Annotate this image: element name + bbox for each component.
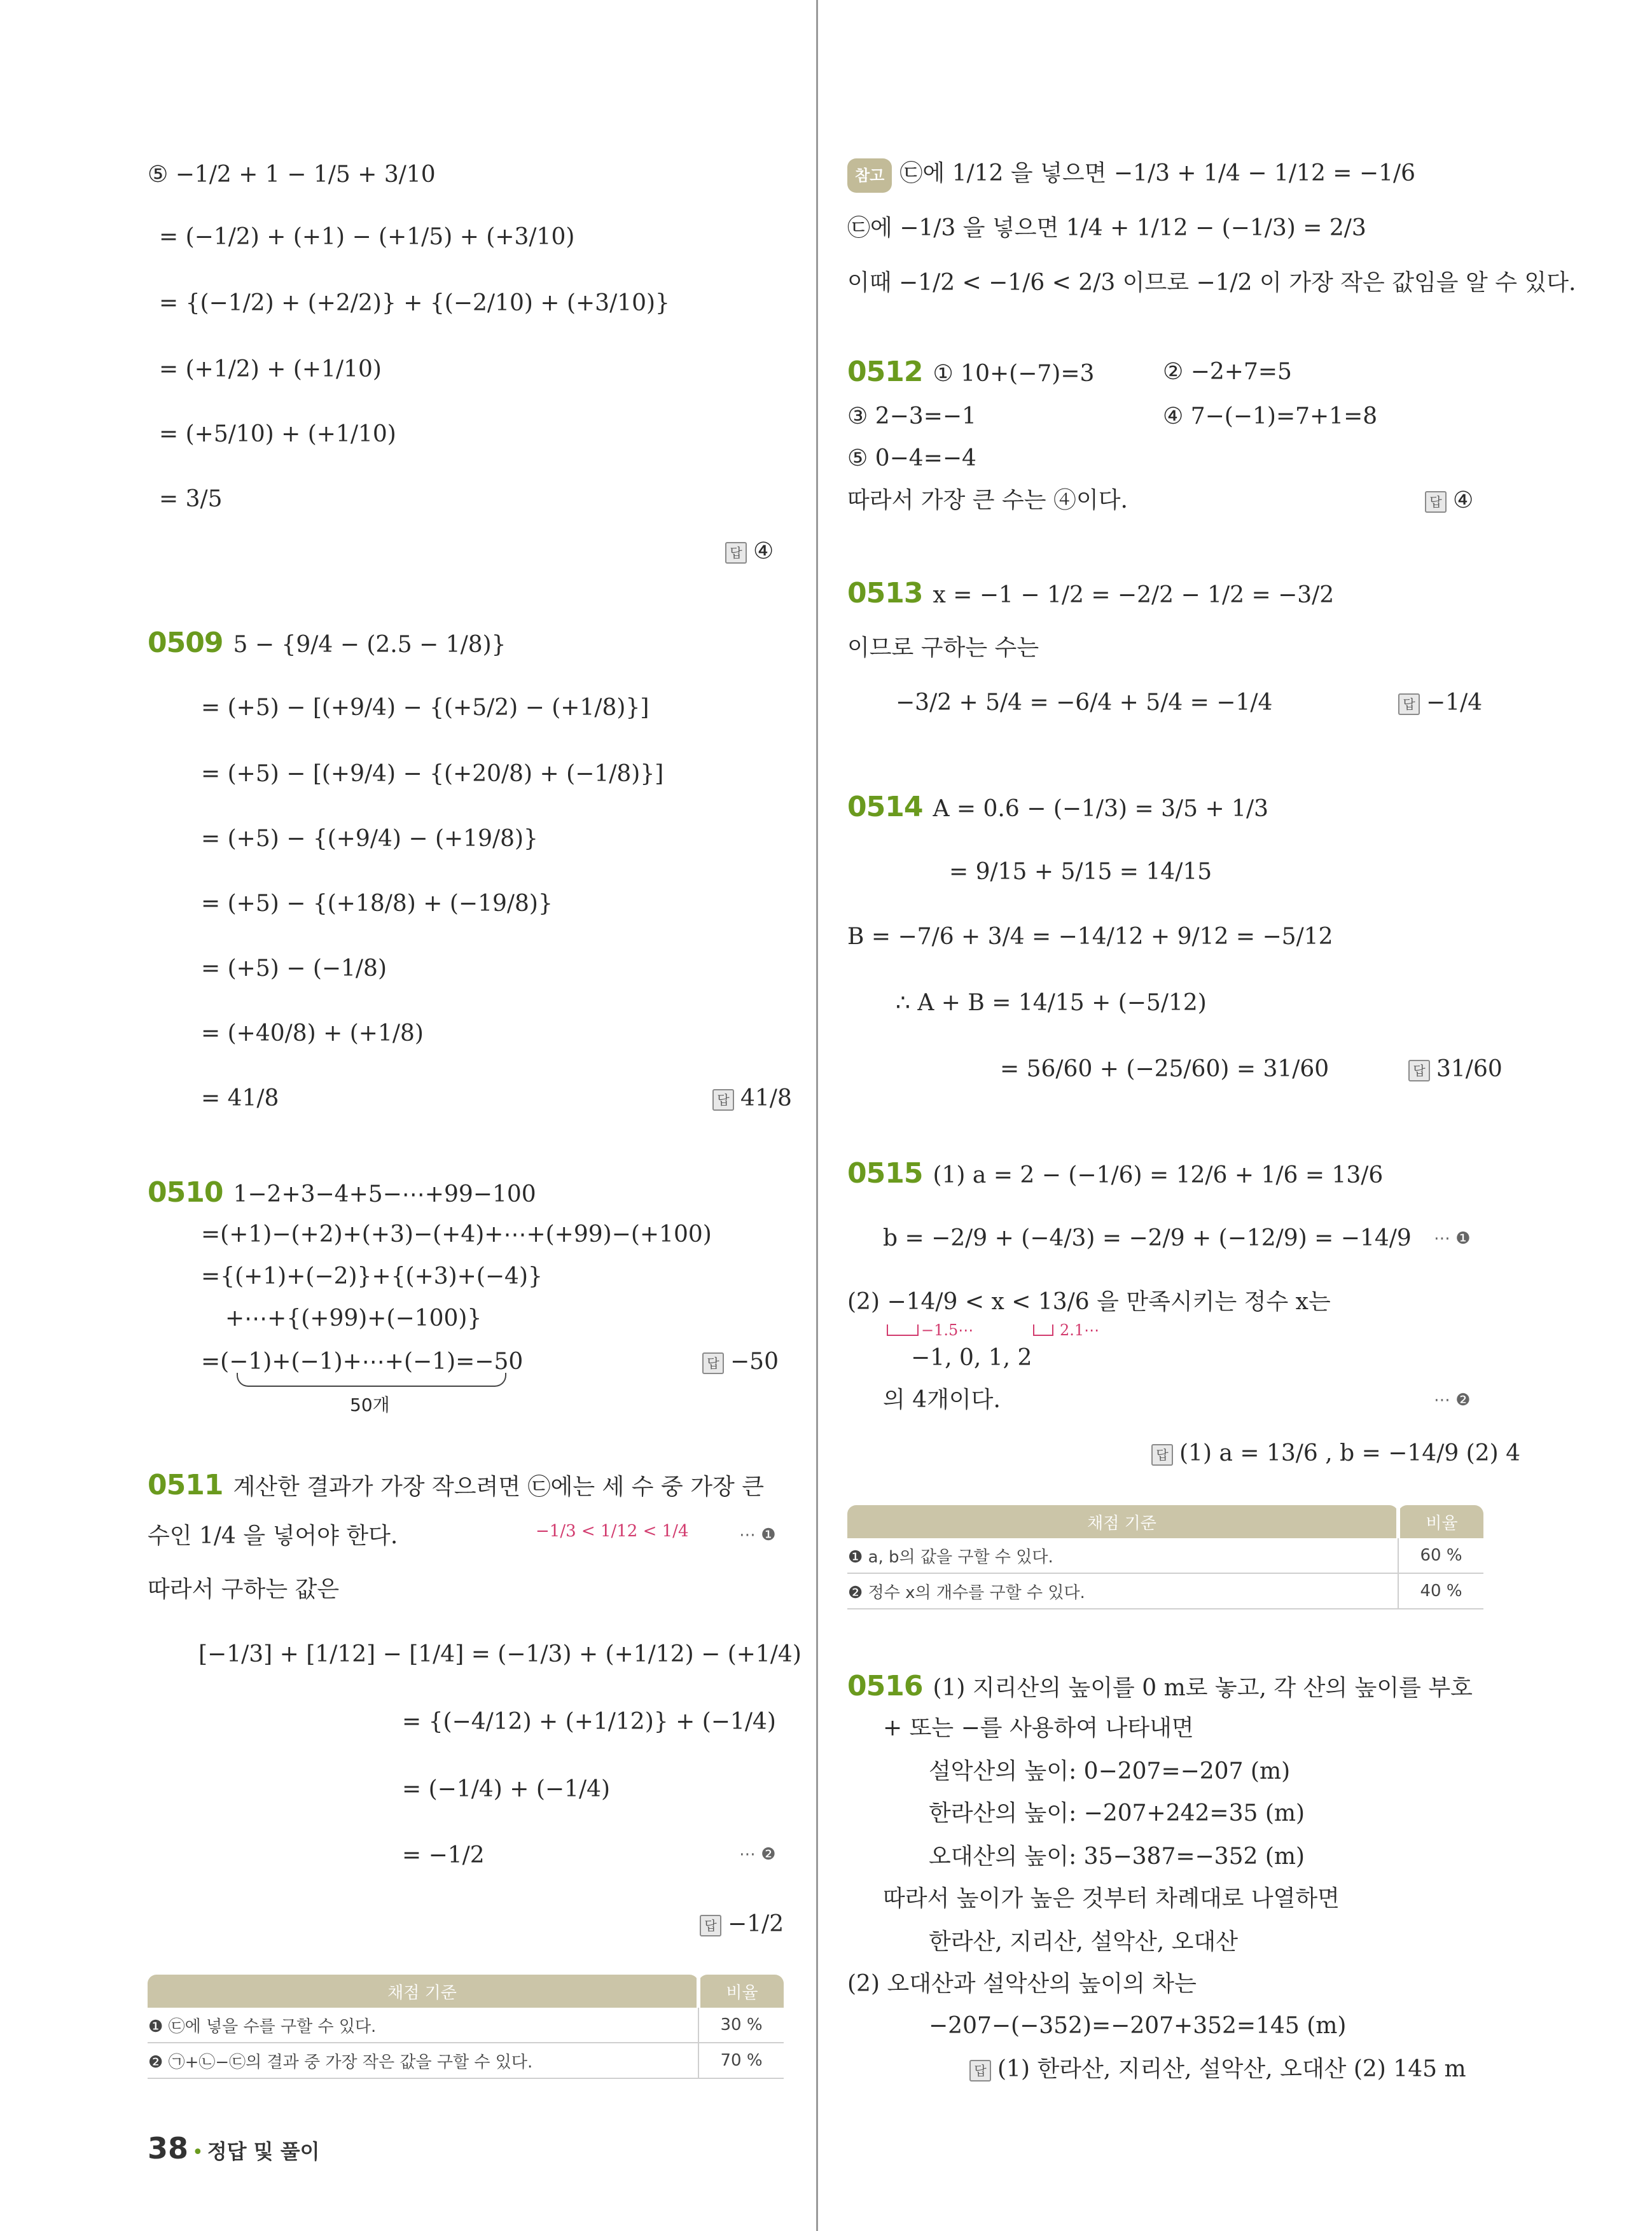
q0512-conclusion: 따라서 가장 큰 수는 ④이다.: [847, 487, 1128, 513]
q0515-line-2: b = −2/9 + (−4/3) = −2/9 + (−12/9) = −14/9: [883, 1225, 1412, 1251]
q0509-line-5: = (+5) − {(+18/8) + (−19/8)}: [201, 891, 553, 917]
answer-icon: 답: [725, 542, 747, 564]
q0509-answer-value: 41/8: [740, 1085, 792, 1111]
answer-icon: 답: [1151, 1444, 1173, 1466]
q0514-answer-value: 31/60: [1436, 1056, 1503, 1082]
q0514-line-5: = 56/60 + (−25/60) = 31/60: [1000, 1056, 1329, 1082]
q0511: [148, 1470, 764, 1503]
q0515-pink-b: 2.1⋯: [1060, 1321, 1100, 1339]
q0510-answer-value: −50: [730, 1349, 779, 1375]
scoring-row-text: ❶ ㉢에 넣을 수를 구할 수 있다.: [148, 2008, 698, 2043]
p5-answer: [725, 536, 774, 567]
q0511-line-1: 계산한 결과가 가장 작으려면 ㉢에는 세 수 중 가장 큰: [233, 1474, 764, 1500]
q0510-line-3: ={(+1)+(−2)}+{(+3)+(−4)}: [201, 1263, 543, 1289]
scoring-row-ratio: 70 %: [698, 2043, 784, 2078]
q0509-answer: [712, 1083, 792, 1115]
answer-icon: 답: [712, 1089, 734, 1111]
note-line-1: [847, 158, 1415, 193]
p5-line-2: = (−1/2) + (+1) − (+1/5) + (+3/10): [159, 224, 575, 250]
q0513: [847, 578, 1334, 611]
p5-answer-value: ④: [753, 538, 774, 564]
note-line-1-text: ㉢에 1/12 을 넣으면 −1/3 + 1/4 − 1/12 = −1/6: [899, 160, 1416, 186]
scoring-row-text: ❷ ㉠+㉡−㉢의 결과 중 가장 작은 값을 구할 수 있다.: [148, 2043, 698, 2078]
footer-dot-icon: •: [192, 2141, 204, 2164]
q0516-number: 0516: [847, 1670, 923, 1702]
q0511-line-3: 따라서 구하는 값은: [148, 1576, 340, 1602]
q0514: [847, 791, 1268, 825]
scoring-ratio-header: 비율: [1398, 1505, 1483, 1538]
q0515-line-5: 의 4개이다.: [883, 1387, 1001, 1413]
q0516-line-1: (1) 지리산의 높이를 0 m로 놓고, 각 산의 높이를 부호: [933, 1675, 1473, 1701]
q0513-number: 0513: [847, 577, 923, 609]
scoring-row-ratio: 30 %: [698, 2008, 784, 2043]
q0515: [847, 1158, 1383, 1192]
q0509-line-2: = (+5) − [(+9/4) − {(+5/2) − (+1/8)}]: [201, 695, 649, 721]
scoring-row-text: ❷ 정수 x의 개수를 구할 수 있다.: [847, 1573, 1398, 1609]
scoring-ratio-header: 비율: [698, 1975, 784, 2008]
q0509: [148, 627, 506, 661]
q0516: [847, 1671, 1473, 1704]
q0513-answer-value: −1/4: [1426, 690, 1483, 716]
q0515-scoring-table: [847, 1505, 1483, 1609]
q0516-line-6: 따라서 높이가 높은 것부터 차례대로 나열하면: [883, 1886, 1340, 1912]
q0513-line-1: x = −1 − 1/2 = −2/2 − 1/2 = −3/2: [933, 582, 1335, 608]
pink-bracket-a: [887, 1324, 919, 1336]
p5-line-3: = {(−1/2) + (+2/2)} + {(−2/10) + (+3/10)}: [159, 290, 670, 316]
q0511-calc-3: = (−1/4) + (−1/4): [402, 1776, 611, 1802]
answer-icon: 답: [969, 2060, 991, 2082]
scoring-row-ratio: 40 %: [1398, 1573, 1483, 1609]
q0511-answer: [700, 1908, 784, 1940]
answer-icon: 답: [702, 1352, 724, 1374]
q0512-item-3: ③ 2−3=−1: [847, 403, 976, 429]
q0516-line-2: + 또는 −를 사용하여 나타내면: [883, 1715, 1194, 1741]
q0514-line-3: B = −7/6 + 3/4 = −14/12 + 9/12 = −5/12: [847, 924, 1333, 950]
answer-icon: 답: [1408, 1060, 1430, 1081]
p5-line-4: = (+1/2) + (+1/10): [159, 356, 382, 382]
q0509-number: 0509: [148, 627, 223, 659]
q0511-scoring-table: [148, 1975, 784, 2079]
q0515-number: 0515: [847, 1157, 923, 1190]
q0509-line-7: = (+40/8) + (+1/8): [201, 1020, 424, 1046]
q0511-calc-4: = −1/2: [402, 1842, 485, 1868]
q0516-line-8: (2) 오대산과 설악산의 높이의 차는: [847, 1971, 1197, 1997]
q0515-answer-value: (1) a = 13/6 , b = −14/9 (2) 4: [1179, 1440, 1521, 1466]
q0514-line-2: = 9/15 + 5/15 = 14/15: [949, 859, 1212, 885]
page-number: 38: [148, 2131, 189, 2165]
scoring-header: 채점 기준: [148, 1975, 698, 2008]
answer-icon: 답: [700, 1915, 721, 1936]
q0512-item-5: ⑤ 0−4=−4: [847, 445, 976, 471]
q0512-answer-value: ④: [1453, 487, 1474, 513]
q0514-line-4: ∴ A + B = 14/15 + (−5/12): [896, 990, 1207, 1016]
q0510-brace-label: 50개: [350, 1394, 390, 1415]
q0512: [847, 356, 1094, 390]
answer-icon: 답: [1425, 491, 1447, 513]
q0516-line-7: 한라산, 지리산, 설악산, 오대산: [929, 1929, 1238, 1955]
q0511-number: 0511: [148, 1469, 223, 1501]
q0510-line-4: +⋯+{(+99)+(−100)}: [225, 1305, 482, 1331]
q0511-pink-note: −1/3 < 1/12 < 1/4: [536, 1522, 689, 1541]
q0515-line-4: −1, 0, 1, 2: [911, 1345, 1032, 1371]
q0511-line-2: 수인 1/4 을 넣어야 한다.: [148, 1523, 398, 1549]
q0516-line-5: 오대산의 높이: 35−387=−352 (m): [929, 1844, 1305, 1870]
q0510-number: 0510: [148, 1176, 223, 1209]
note-badge: 참고: [847, 158, 892, 193]
q0511-calc-1: [−1/3] + [1/12] − [1/4] = (−1/3) + (+1/12) − (+1/4): [198, 1641, 802, 1667]
q0509-line-1: 5 − {9/4 − (2.5 − 1/8)}: [233, 632, 506, 658]
q0513-line-2: 이므로 구하는 수는: [847, 635, 1039, 661]
q0509-line-4: = (+5) − {(+9/4) − (+19/8)}: [201, 826, 538, 852]
q0516-line-9: −207−(−352)=−207+352=145 (m): [929, 2013, 1347, 2039]
q0516-line-4: 한라산의 높이: −207+242=35 (m): [929, 1800, 1305, 1826]
note-line-3: 이때 −1/2 < −1/6 < 2/3 이므로 −1/2 이 가장 작은 값임을 알 수 있다.: [847, 270, 1576, 296]
q0515-answer: [1151, 1438, 1520, 1470]
q0515-mark-1: ⋯ ❶: [1434, 1229, 1471, 1248]
scoring-row-ratio: 60 %: [1398, 1538, 1483, 1573]
q0513-line-3: −3/2 + 5/4 = −6/4 + 5/4 = −1/4: [896, 690, 1273, 716]
q0515-line-1: (1) a = 2 − (−1/6) = 12/6 + 1/6 = 13/6: [933, 1162, 1384, 1188]
q0515-line-3: (2) −14/9 < x < 13/6 을 만족시키는 정수 x는: [847, 1289, 1331, 1315]
q0510-line-2: =(+1)−(+2)+(+3)−(+4)+⋯+(+99)−(+100): [201, 1221, 712, 1248]
q0510-line-1: 1−2+3−4+5−⋯+99−100: [233, 1181, 536, 1207]
q0509-line-8: = 41/8: [201, 1085, 279, 1111]
q0510-answer: [702, 1346, 779, 1378]
footer-label: 정답 및 풀이: [207, 2139, 320, 2164]
underbrace: [237, 1373, 506, 1387]
q0512-item-4: ④ 7−(−1)=7+1=8: [1163, 403, 1378, 429]
scoring-header: 채점 기준: [847, 1505, 1398, 1538]
q0511-answer-value: −1/2: [728, 1911, 784, 1937]
q0512-item-1: ① 10+(−7)=3: [933, 361, 1095, 387]
q0515-pink-a: −1.5⋯: [921, 1321, 974, 1339]
note-line-2: ㉢에 −1/3 을 넣으면 1/4 + 1/12 − (−1/3) = 2/3: [847, 215, 1366, 241]
column-divider: [816, 0, 818, 2231]
pink-bracket-b: [1033, 1324, 1053, 1336]
page-footer: [148, 2131, 320, 2165]
q0512-number: 0512: [847, 356, 923, 388]
q0516-answer: [969, 2054, 1466, 2085]
q0509-line-6: = (+5) − (−1/8): [201, 956, 387, 982]
q0510: [148, 1177, 536, 1211]
answer-icon: 답: [1398, 693, 1420, 715]
q0511-mark-2: ⋯ ❷: [739, 1845, 776, 1864]
q0511-calc-2: = {(−4/12) + (+1/12)} + (−1/4): [402, 1709, 776, 1735]
q0513-answer: [1398, 687, 1482, 719]
q0510-line-5: =(−1)+(−1)+⋯+(−1)=−50: [201, 1349, 524, 1375]
q0514-answer: [1408, 1053, 1503, 1085]
q0511-mark-1: ⋯ ❶: [739, 1526, 776, 1545]
q0515-mark-2: ⋯ ❷: [1434, 1391, 1471, 1410]
q0514-number: 0514: [847, 791, 923, 823]
q0516-line-3: 설악산의 높이: 0−207=−207 (m): [929, 1758, 1291, 1784]
q0509-line-3: = (+5) − [(+9/4) − {(+20/8) + (−1/8)}]: [201, 761, 664, 787]
q0512-answer: [1425, 485, 1473, 517]
q0514-line-1: A = 0.6 − (−1/3) = 3/5 + 1/3: [933, 796, 1268, 822]
q0512-item-2: ② −2+7=5: [1163, 359, 1292, 385]
p5-line-1: ⑤ −1/2 + 1 − 1/5 + 3/10: [148, 162, 436, 188]
p5-line-6: = 3/5: [159, 486, 223, 512]
p5-line-5: = (+5/10) + (+1/10): [159, 421, 396, 447]
q0516-answer-value: (1) 한라산, 지리산, 설악산, 오대산 (2) 145 m: [997, 2056, 1466, 2082]
scoring-row-text: ❶ a, b의 값을 구할 수 있다.: [847, 1538, 1398, 1573]
